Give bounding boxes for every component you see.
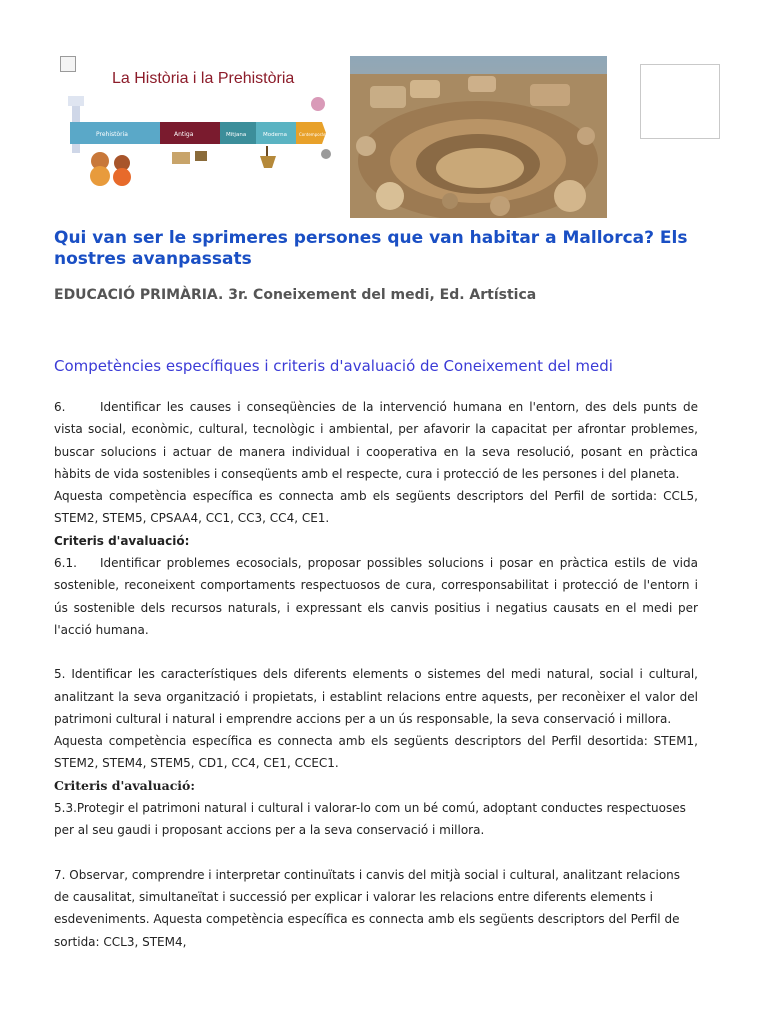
criteria-label-2: Criteris d'avaluació: (54, 777, 196, 793)
document-content (54, 228, 698, 953)
competence-6-number: 6. (54, 400, 66, 414)
timeline-label-modern: Moderna (263, 132, 288, 138)
criterion-5-3: 5.3.Protegir el patrimoni natural i cultural i valorar-lo com un bé comú, adoptant conductes respectuoses per al seu gaudi i proposant accions per a la seva conservació i millora. (54, 801, 686, 838)
image-placeholder (640, 64, 720, 139)
timeline-label-medieval: Mitjana (226, 132, 247, 138)
timeline-label-contemporary: Contemporània (299, 132, 330, 137)
document-title: Qui van ser le sprimeres persones que van habitar a Mallorca? Els nostres avanpassats (54, 228, 688, 269)
timeline-image (60, 56, 338, 212)
timeline-label-prehistory: Prehistòria (96, 131, 128, 138)
criterion-6-1-number: 6.1. (54, 556, 77, 571)
competence-6 (54, 396, 698, 485)
section-heading: Competències específiques i criteris d'avaluació de Coneixement del medi (54, 357, 613, 375)
competence-6-descriptors: Aquesta competència específica es connecta amb els següents descriptors del Perfil de sortida: CCL5, STEM2, STEM5, CPSAA4, CC1, CC3, CC4, CE1. (54, 489, 698, 526)
timeline-title: La Història i la Prehistòria (112, 70, 295, 87)
criteria-label-1: Criteris d'avaluació: (54, 533, 190, 548)
competence-5-descriptors: Aquesta competència específica es connecta amb els següents descriptors del Perfil desortida: STEM1, STEM2, STEM4, STEM5, CD1, CC4, CE1, CCEC1. (54, 734, 698, 771)
header-images (0, 0, 768, 230)
competence-7: 7. Observar, comprendre i interpretar continuïtats i canvis del mitjà social i cultural, analitzant relacions de causalitat, simultaneïtat i successió per explicar i valorar les relacions entre diferents elements i esdeveniments. Aquesta competència específica es connecta amb els següents descriptors del Perfil de sortida: CCL3, STEM4, (54, 867, 681, 949)
document-subtitle: EDUCACIÓ PRIMÀRIA. 3r. Coneixement del medi, Ed. Artística (54, 287, 537, 303)
criterion-6-1 (54, 552, 698, 641)
timeline-label-ancient: Antiga (174, 131, 194, 138)
competence-6-text: Identificar les causes i conseqüències de la intervenció humana en l'entorn, des dels punts de vista social, econòmic, cultural, tecnològic i ambiental, per afavorir la capacitat per afrontar problemes, buscar solucions i actuar de manera individual i cooperativa en la seva resolució, posant en pràctica hàbits de vida sostenibles i conseqüents amb el respecte, cura i protecció de les persones i del planeta. (54, 400, 698, 481)
ruins-photo (350, 56, 607, 218)
timeline-graphic (60, 56, 338, 212)
competence-5: 5. Identificar les característiques dels diferents elements o sistemes del medi natural, social i cultural, analitzant la seva organització i propietats, i establint relacions entre aquests, per reconèixer el valor del patrimoni cultural i natural i emprendre accions per a un ús responsable, la seva conservació i millora. (54, 667, 698, 726)
criterion-6-1-text: Identificar problemes ecosocials, proposar possibles solucions i posar en pràctica estils de vida sostenible, reconeixent comportaments respectuosos de cura, corresponsabilitat i protecció de l'entorn i ús sostenible dels recursos naturals, i expressant els canvis positius i negatius causats en el medi per l'acció humana. (54, 556, 698, 637)
